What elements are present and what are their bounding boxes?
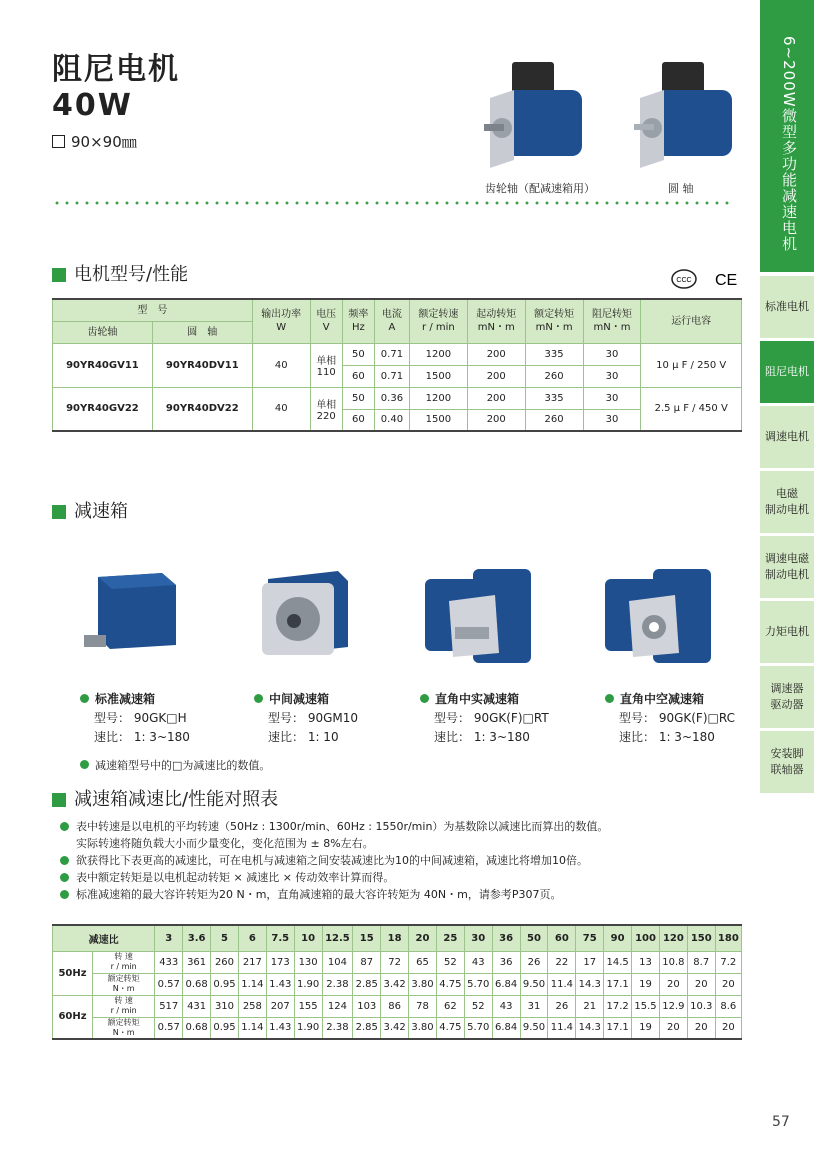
header-ratio: 36: [492, 925, 520, 951]
speed-cell: 10.8: [659, 951, 687, 973]
motor-spec-table: [52, 298, 742, 432]
torque-cell: 1.43: [266, 973, 294, 995]
torque-cell: 1.43: [266, 1017, 294, 1039]
speed-cell: 43: [464, 951, 492, 973]
notes-list: [60, 818, 608, 903]
table-row: [53, 951, 742, 973]
torque-cell: 14.3: [576, 1017, 604, 1039]
bullet-icon: [254, 694, 263, 703]
gearbox-standard: 标准减速箱 型号： 90GK□H 速比： 1: 3~180: [80, 690, 190, 747]
speed-cell: 361: [183, 951, 211, 973]
speed-label: 转 速 r / min: [93, 995, 155, 1017]
header-ratio: 18: [381, 925, 409, 951]
speed-cell: 433: [155, 951, 183, 973]
title-power: 40W: [52, 88, 133, 123]
speed-cell: 36: [492, 951, 520, 973]
torque-cell: 6.84: [492, 973, 520, 995]
header-ratio: 25: [436, 925, 464, 951]
intermediate-gearbox-image: [258, 565, 353, 660]
svg-text:CCC: CCC: [676, 277, 692, 284]
speed-cell: 124: [322, 995, 353, 1017]
bullet-icon: [420, 694, 429, 703]
speed-cell: 43: [492, 995, 520, 1017]
header-ratio: 3: [155, 925, 183, 951]
dotted-divider: [52, 200, 732, 206]
header-ratio: 12.5: [322, 925, 353, 951]
header-ratio: 3.6: [183, 925, 211, 951]
sidebar-item-speed-control-motor[interactable]: 调速电机: [760, 406, 814, 468]
torque-label: 额定转矩 N・m: [93, 1017, 155, 1039]
sidebar-category-title: 6~200W微型多功能减速电机: [760, 0, 814, 272]
ce-icon: CE: [715, 272, 738, 289]
torque-cell: 1.14: [238, 973, 266, 995]
speed-cell: 104: [322, 951, 353, 973]
header-rated-torque: 额定转矩 mN・m: [525, 299, 583, 343]
bullet-icon: [60, 856, 69, 865]
note-item: 欲获得比下表更高的减速比，可在电机与减速箱之间安装减速比为10的中间减速箱，减速比将增加10倍。: [60, 852, 608, 869]
torque-cell: 0.57: [155, 973, 183, 995]
gear-shaft-motor-image: [484, 60, 588, 170]
speed-cell: 52: [464, 995, 492, 1017]
torque-cell: 20: [687, 1017, 715, 1039]
speed-cell: 431: [183, 995, 211, 1017]
table-row: [53, 995, 742, 1017]
speed-cell: 15.5: [632, 995, 660, 1017]
torque-cell: 3.80: [409, 1017, 437, 1039]
size-spec: [52, 132, 137, 152]
header-capacitor: 运行电容: [641, 299, 742, 343]
speed-cell: 62: [436, 995, 464, 1017]
table-row: 90YR40GV11 90YR40DV11 40 单相 110 50 0.71 1200 200 335 30 10 μ F / 250 V: [53, 343, 742, 365]
header-ratio: 15: [353, 925, 381, 951]
speed-cell: 258: [238, 995, 266, 1017]
speed-cell: 21: [576, 995, 604, 1017]
speed-cell: 260: [211, 951, 239, 973]
frequency-label: 60Hz: [53, 995, 93, 1039]
table-row: 60 0.71 1500 200 260 30: [53, 365, 742, 387]
header-ratio: 7.5: [266, 925, 294, 951]
torque-cell: 14.3: [576, 973, 604, 995]
note-item: 表中额定转矩是以电机起动转矩 × 减速比 × 传动效率计算而得。: [60, 869, 608, 886]
torque-cell: 19: [632, 973, 660, 995]
round-shaft-motor-image: [634, 60, 738, 170]
speed-cell: 8.6: [715, 995, 741, 1017]
torque-cell: 0.57: [155, 1017, 183, 1039]
torque-cell: 0.95: [211, 973, 239, 995]
right-angle-hollow-gearbox-image: [605, 565, 715, 670]
bullet-icon: [80, 694, 89, 703]
right-angle-solid-gearbox-image: [425, 565, 535, 670]
speed-cell: 13: [632, 951, 660, 973]
header-ratio: 30: [464, 925, 492, 951]
table-row: 90YR40GV22 90YR40DV22 40 单相 220 50 0.36 1200 200 335 30 2.5 μ F / 450 V: [53, 387, 742, 409]
speed-cell: 173: [266, 951, 294, 973]
speed-cell: 87: [353, 951, 381, 973]
torque-cell: 1.14: [238, 1017, 266, 1039]
header-current: 电流 A: [374, 299, 409, 343]
table-row: 60 0.40 1500 200 260 30: [53, 409, 742, 431]
torque-cell: 17.1: [604, 973, 632, 995]
table-row: [53, 973, 742, 995]
speed-cell: 52: [436, 951, 464, 973]
bullet-icon: [60, 822, 69, 831]
torque-cell: 20: [687, 973, 715, 995]
section-heading-gearbox: 减速箱: [52, 501, 128, 523]
torque-cell: 1.90: [294, 973, 322, 995]
gearbox-note: 减速箱型号中的□为减速比的数值。: [80, 757, 270, 773]
speed-cell: 65: [409, 951, 437, 973]
speed-cell: 8.7: [687, 951, 715, 973]
speed-cell: 78: [409, 995, 437, 1017]
sidebar-item-controller[interactable]: 调速器 驱动器: [760, 666, 814, 728]
speed-cell: 22: [548, 951, 576, 973]
sidebar-item-brake-motor[interactable]: 电磁 制动电机: [760, 471, 814, 533]
torque-cell: 3.80: [409, 973, 437, 995]
caption-gear-shaft: 齿轮轴（配减速箱用）: [485, 182, 595, 195]
torque-cell: 4.75: [436, 1017, 464, 1039]
header-rated-speed: 额定转速 r / min: [409, 299, 467, 343]
torque-cell: 2.38: [322, 1017, 353, 1039]
speed-cell: 103: [353, 995, 381, 1017]
torque-cell: 2.85: [353, 973, 381, 995]
torque-cell: 9.50: [520, 1017, 548, 1039]
speed-cell: 17: [576, 951, 604, 973]
speed-cell: 31: [520, 995, 548, 1017]
torque-cell: 3.42: [381, 973, 409, 995]
square-icon: [52, 135, 65, 148]
torque-label: 额定转矩 N・m: [93, 973, 155, 995]
caption-round-shaft: 圆 轴: [668, 182, 694, 195]
note-item: 标准减速箱的最大容许转矩为20 N・m，直角减速箱的最大容许转矩为 40N・m，请参考P307页。: [60, 886, 608, 903]
gearbox-intermediate: 中间减速箱 型号： 90GM10 速比： 1: 10: [254, 690, 358, 747]
speed-cell: 155: [294, 995, 322, 1017]
speed-cell: 310: [211, 995, 239, 1017]
speed-cell: 72: [381, 951, 409, 973]
torque-cell: 5.70: [464, 1017, 492, 1039]
torque-cell: 17.1: [604, 1017, 632, 1039]
header-ratio: 6: [238, 925, 266, 951]
bullet-icon: [605, 694, 614, 703]
header-ratio: 90: [604, 925, 632, 951]
header-damping-torque: 阻尼转矩 mN・m: [583, 299, 641, 343]
torque-cell: 11.4: [548, 973, 576, 995]
certification-icons: [670, 268, 738, 290]
sidebar-item-torque-motor[interactable]: 力矩电机: [760, 601, 814, 663]
bullet-icon: [60, 873, 69, 882]
header-ratio: 180: [715, 925, 741, 951]
title-name: 阻尼电机: [52, 52, 180, 87]
sidebar-item-speed-brake-motor[interactable]: 调速电磁 制动电机: [760, 536, 814, 598]
header-ratio-label: 减速比: [53, 925, 155, 951]
header-model: 型 号: [53, 299, 253, 321]
torque-cell: 20: [659, 973, 687, 995]
note-item: 表中转速是以电机的平均转速（50Hz : 1300r/min、60Hz : 1550r/min）为基数除以减速比而算出的数值。 实际转速将随负载大小而少量变化，变化范围为 ± 8%左右。: [60, 818, 608, 852]
speed-cell: 130: [294, 951, 322, 973]
gearbox-right-angle-solid: 直角中实减速箱 型号： 90GK(F)□RT 速比： 1: 3~180: [420, 690, 549, 747]
header-round-shaft: 圆 轴: [152, 321, 252, 343]
torque-cell: 6.84: [492, 1017, 520, 1039]
speed-cell: 26: [548, 995, 576, 1017]
speed-cell: 12.9: [659, 995, 687, 1017]
torque-cell: 0.68: [183, 973, 211, 995]
header-freq: 频率 Hz: [342, 299, 374, 343]
sidebar-item-mounting[interactable]: 安装脚 联轴器: [760, 731, 814, 793]
torque-cell: 2.85: [353, 1017, 381, 1039]
page-title: [52, 52, 180, 124]
torque-cell: 19: [632, 1017, 660, 1039]
section-heading-motor: 电机型号/性能: [52, 264, 188, 286]
page-number: 57: [772, 1114, 790, 1130]
header-voltage: 电压 V: [310, 299, 342, 343]
speed-cell: 517: [155, 995, 183, 1017]
header-ratio: 10: [294, 925, 322, 951]
ratio-performance-table: [52, 924, 742, 1040]
header-ratio: 20: [409, 925, 437, 951]
bullet-icon: [80, 760, 89, 769]
torque-cell: 4.75: [436, 973, 464, 995]
header-ratio: 75: [576, 925, 604, 951]
header-gear-shaft: 齿轮轴: [53, 321, 153, 343]
sidebar-item-damping-motor[interactable]: 阻尼电机: [760, 341, 814, 403]
torque-cell: 20: [659, 1017, 687, 1039]
header-power: 输出功率 W: [252, 299, 310, 343]
speed-cell: 10.3: [687, 995, 715, 1017]
speed-cell: 17.2: [604, 995, 632, 1017]
torque-cell: 20: [715, 1017, 741, 1039]
speed-label: 转 速 r / min: [93, 951, 155, 973]
speed-cell: 217: [238, 951, 266, 973]
header-ratio: 100: [632, 925, 660, 951]
torque-cell: 11.4: [548, 1017, 576, 1039]
speed-cell: 86: [381, 995, 409, 1017]
header-start-torque: 起动转矩 mN・m: [467, 299, 525, 343]
section-mark-icon: [52, 793, 66, 807]
torque-cell: 1.90: [294, 1017, 322, 1039]
table-row: [53, 1017, 742, 1039]
torque-cell: 0.95: [211, 1017, 239, 1039]
torque-cell: 2.38: [322, 973, 353, 995]
header-ratio: 120: [659, 925, 687, 951]
size-value: 90×90㎜: [71, 133, 137, 151]
torque-cell: 20: [715, 973, 741, 995]
section-mark-icon: [52, 268, 66, 282]
header-ratio: 5: [211, 925, 239, 951]
header-ratio: 60: [548, 925, 576, 951]
torque-cell: 3.42: [381, 1017, 409, 1039]
torque-cell: 9.50: [520, 973, 548, 995]
section-heading-ratio-table: 减速箱减速比/性能对照表: [52, 789, 278, 811]
header-ratio: 150: [687, 925, 715, 951]
torque-cell: 5.70: [464, 973, 492, 995]
speed-cell: 207: [266, 995, 294, 1017]
sidebar-item-standard-motor[interactable]: 标准电机: [760, 276, 814, 338]
sidebar: [760, 0, 814, 1156]
standard-gearbox-image: [80, 565, 180, 660]
frequency-label: 50Hz: [53, 951, 93, 995]
torque-cell: 0.68: [183, 1017, 211, 1039]
speed-cell: 26: [520, 951, 548, 973]
section-mark-icon: [52, 505, 66, 519]
bullet-icon: [60, 890, 69, 899]
speed-cell: 7.2: [715, 951, 741, 973]
speed-cell: 14.5: [604, 951, 632, 973]
header-ratio: 50: [520, 925, 548, 951]
gearbox-right-angle-hollow: 直角中空减速箱 型号： 90GK(F)□RC 速比： 1: 3~180: [605, 690, 735, 747]
